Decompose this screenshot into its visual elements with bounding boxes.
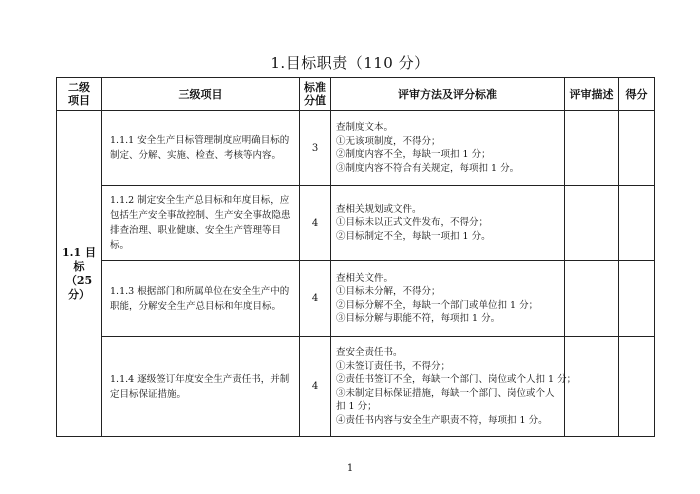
item-cell: 1.1.1 安全生产目标管理制度应明确目标的制定、分解、实施、检查、考核等内容。	[102, 111, 300, 186]
table-row	[57, 261, 655, 337]
method-line: ①未签订责任书，不得分；	[336, 360, 451, 372]
header-level2-line2: 项目	[68, 94, 90, 107]
description-input-cell[interactable]	[565, 111, 619, 186]
header-score-line2: 分值	[304, 94, 326, 107]
method-cell	[331, 337, 577, 437]
section-line1: 1.1 目标	[62, 245, 96, 273]
method-cell	[331, 261, 565, 337]
score-cell: 4	[300, 261, 331, 337]
description-input-cell[interactable]	[565, 337, 619, 437]
method-line: ③未制定目标保证措施，每缺一个部门、岗位或个人	[336, 387, 555, 399]
page-title: 1.目标职责（110 分）	[270, 54, 430, 72]
score-cell: 4	[300, 337, 331, 437]
method-line: ①目标未分解，不得分；	[336, 286, 441, 297]
method-line: 查安全责任书。	[336, 347, 403, 358]
table-header-row	[57, 78, 655, 111]
section-line2: （25 分）	[65, 273, 93, 301]
score-input-cell[interactable]	[619, 337, 655, 437]
score-input-cell[interactable]	[619, 111, 655, 186]
score-input-cell[interactable]	[619, 186, 655, 261]
header-description: 评审描述	[565, 78, 619, 111]
item-cell: 1.1.2 制定安全生产总目标和年度目标，应包括生产安全事故控制、生产安全事故隐患排查治理、职业健康、安全生产管理等目标。	[102, 186, 300, 261]
method-line: ①目标未以正式文件发布，不得分；	[336, 217, 489, 229]
method-line: ②制度内容不全，每缺一项扣 1 分；	[336, 149, 491, 160]
page-number: 1	[346, 463, 354, 474]
description-input-cell[interactable]	[565, 261, 619, 337]
method-cell	[331, 186, 565, 261]
method-line: 扣 1 分；	[336, 401, 377, 412]
section-cell	[57, 111, 102, 437]
score-input-cell[interactable]	[619, 261, 655, 337]
table-row	[57, 111, 655, 186]
method-line: ③目标分解与职能不符，每项扣 1 分。	[336, 313, 501, 324]
method-line: ②目标制定不全，每缺一项扣 1 分。	[336, 230, 491, 242]
header-score-line1: 标准	[304, 81, 326, 94]
score-cell: 3	[300, 111, 331, 186]
description-input-cell[interactable]	[565, 186, 619, 261]
header-level2-line1: 二级	[68, 81, 90, 94]
table-row	[57, 337, 655, 437]
table-row	[57, 186, 655, 261]
method-line: 查相关文件。	[336, 272, 394, 284]
header-score	[300, 78, 331, 111]
method-line: 查相关规划或文件。	[336, 203, 422, 215]
item-cell: 1.1.3 根据部门和所属单位在安全生产中的职能，分解安全生产总目标和年度目标。	[102, 261, 300, 337]
method-cell	[331, 111, 565, 186]
item-cell: 1.1.4 逐级签订年度安全生产责任书，并制定目标保证措施。	[102, 337, 300, 437]
method-line: 查制度文本。	[336, 122, 394, 133]
score-cell: 4	[300, 186, 331, 261]
method-line: ③制度内容不符合有关规定，每项扣 1 分。	[336, 162, 520, 174]
method-line: ②责任书签订不全，每缺一个部门、岗位或个人扣 1 分；	[336, 374, 577, 385]
evaluation-table	[56, 77, 655, 437]
header-level3: 三级项目	[102, 78, 300, 111]
header-result: 得分	[619, 78, 655, 111]
header-level2	[57, 78, 102, 111]
method-line: ④责任书内容与安全生产职责不符，每项扣 1 分。	[336, 414, 548, 426]
method-line: ②目标分解不全，每缺一个部门或单位扣 1 分；	[336, 299, 539, 311]
header-method: 评审方法及评分标准	[331, 78, 565, 111]
method-line: ①无该项制度，不得分；	[336, 135, 441, 147]
